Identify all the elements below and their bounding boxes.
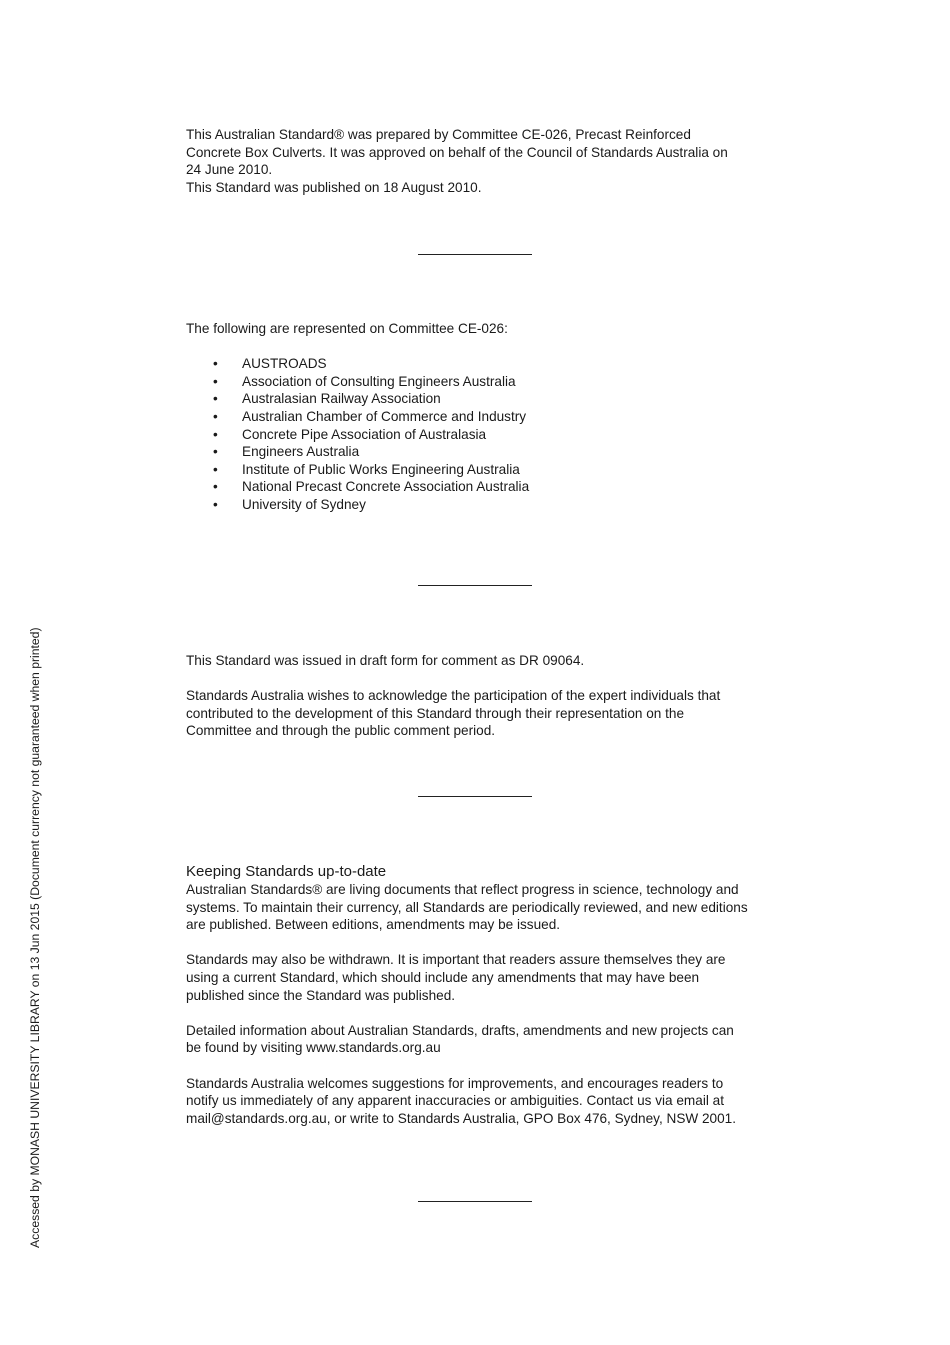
list-item <box>186 426 776 444</box>
member-name: National Precast Concrete Association Australia <box>242 479 530 495</box>
list-item <box>186 461 776 479</box>
list-item <box>186 478 776 496</box>
bullet-icon: • <box>213 356 218 372</box>
member-name: Association of Consulting Engineers Australia <box>242 373 516 389</box>
member-name: Australian Chamber of Commerce and Industry <box>242 408 527 424</box>
list-item <box>186 443 776 461</box>
committee-member-list <box>186 355 776 513</box>
text-line: mail@standards.org.au, or write to Standards Australia, GPO Box 476, Sydney, NSW 2001. <box>186 1110 737 1126</box>
text-line: published since the Standard was published. <box>186 987 456 1003</box>
bullet-icon: • <box>213 479 218 495</box>
list-item <box>186 373 776 391</box>
access-watermark: Accessed by MONASH UNIVERSITY LIBRARY on 13 Jun 2015 (Document currency not guaranteed when printed) <box>28 627 42 1248</box>
member-name: AUSTROADS <box>242 356 327 372</box>
draft-statement: This Standard was issued in draft form for comment as DR 09064. <box>186 653 585 668</box>
bullet-icon: • <box>213 408 218 424</box>
list-item <box>186 496 776 514</box>
member-name: University of Sydney <box>242 496 366 512</box>
member-name: Concrete Pipe Association of Australasia <box>242 426 487 442</box>
bullet-icon: • <box>213 391 218 407</box>
member-name: Australasian Railway Association <box>242 391 441 407</box>
list-item <box>186 355 776 373</box>
text-line: This Australian Standard® was prepared by Committee CE-026, Precast Reinforced <box>186 127 691 142</box>
list-item <box>186 390 776 408</box>
text-line: Australian Standards® are living documents that reflect progress in science, technology and <box>186 882 739 897</box>
text-line: Standards Australia wishes to acknowledge the participation of the expert individuals that <box>186 688 721 704</box>
publication-date: This Standard was published on 18 August 2010. <box>186 179 482 195</box>
member-name: Institute of Public Works Engineering Australia <box>242 461 520 477</box>
text-line: Standards may also be withdrawn. It is important that readers assure themselves they are <box>186 952 726 968</box>
preparation-statement <box>186 126 776 196</box>
bullet-icon: • <box>213 496 218 512</box>
text-line: systems. To maintain their currency, all Standards are periodically reviewed, and new editions <box>186 899 748 915</box>
bullet-icon: • <box>213 373 218 389</box>
text-line: Standards Australia welcomes suggestions for improvements, and encourages readers to <box>186 1075 724 1091</box>
text-line: be found by visiting www.standards.org.au <box>186 1040 441 1056</box>
committee-intro: The following are represented on Committee CE-026: <box>186 321 508 336</box>
section-heading: Keeping Standards up-to-date <box>186 863 387 880</box>
section-divider <box>418 585 532 586</box>
bullet-icon: • <box>213 461 218 477</box>
draft-section <box>186 652 776 740</box>
section-divider <box>418 1201 532 1202</box>
bullet-icon: • <box>213 426 218 442</box>
member-name: Engineers Australia <box>242 444 360 460</box>
text-line: are published. Between editions, amendments may be issued. <box>186 917 561 933</box>
text-line: contributed to the development of this Standard through their representation on the <box>186 705 685 721</box>
text-line: notify us immediately of any apparent inaccuracies or ambiguities. Contact us via email at <box>186 1093 724 1109</box>
text-line: Detailed information about Australian Standards, drafts, amendments and new projects can <box>186 1022 734 1038</box>
text-line: 24 June 2010. <box>186 162 273 178</box>
list-item <box>186 408 776 426</box>
text-line: using a current Standard, which should include any amendments that may have been <box>186 969 700 985</box>
keeping-up-to-date-section <box>186 862 776 1127</box>
text-line: Committee and through the public comment period. <box>186 723 496 739</box>
committee-section <box>186 320 776 514</box>
section-divider <box>418 254 532 255</box>
bullet-icon: • <box>213 444 218 460</box>
text-line: Concrete Box Culverts. It was approved on behalf of the Council of Standards Australia on <box>186 144 728 160</box>
section-divider <box>418 796 532 797</box>
